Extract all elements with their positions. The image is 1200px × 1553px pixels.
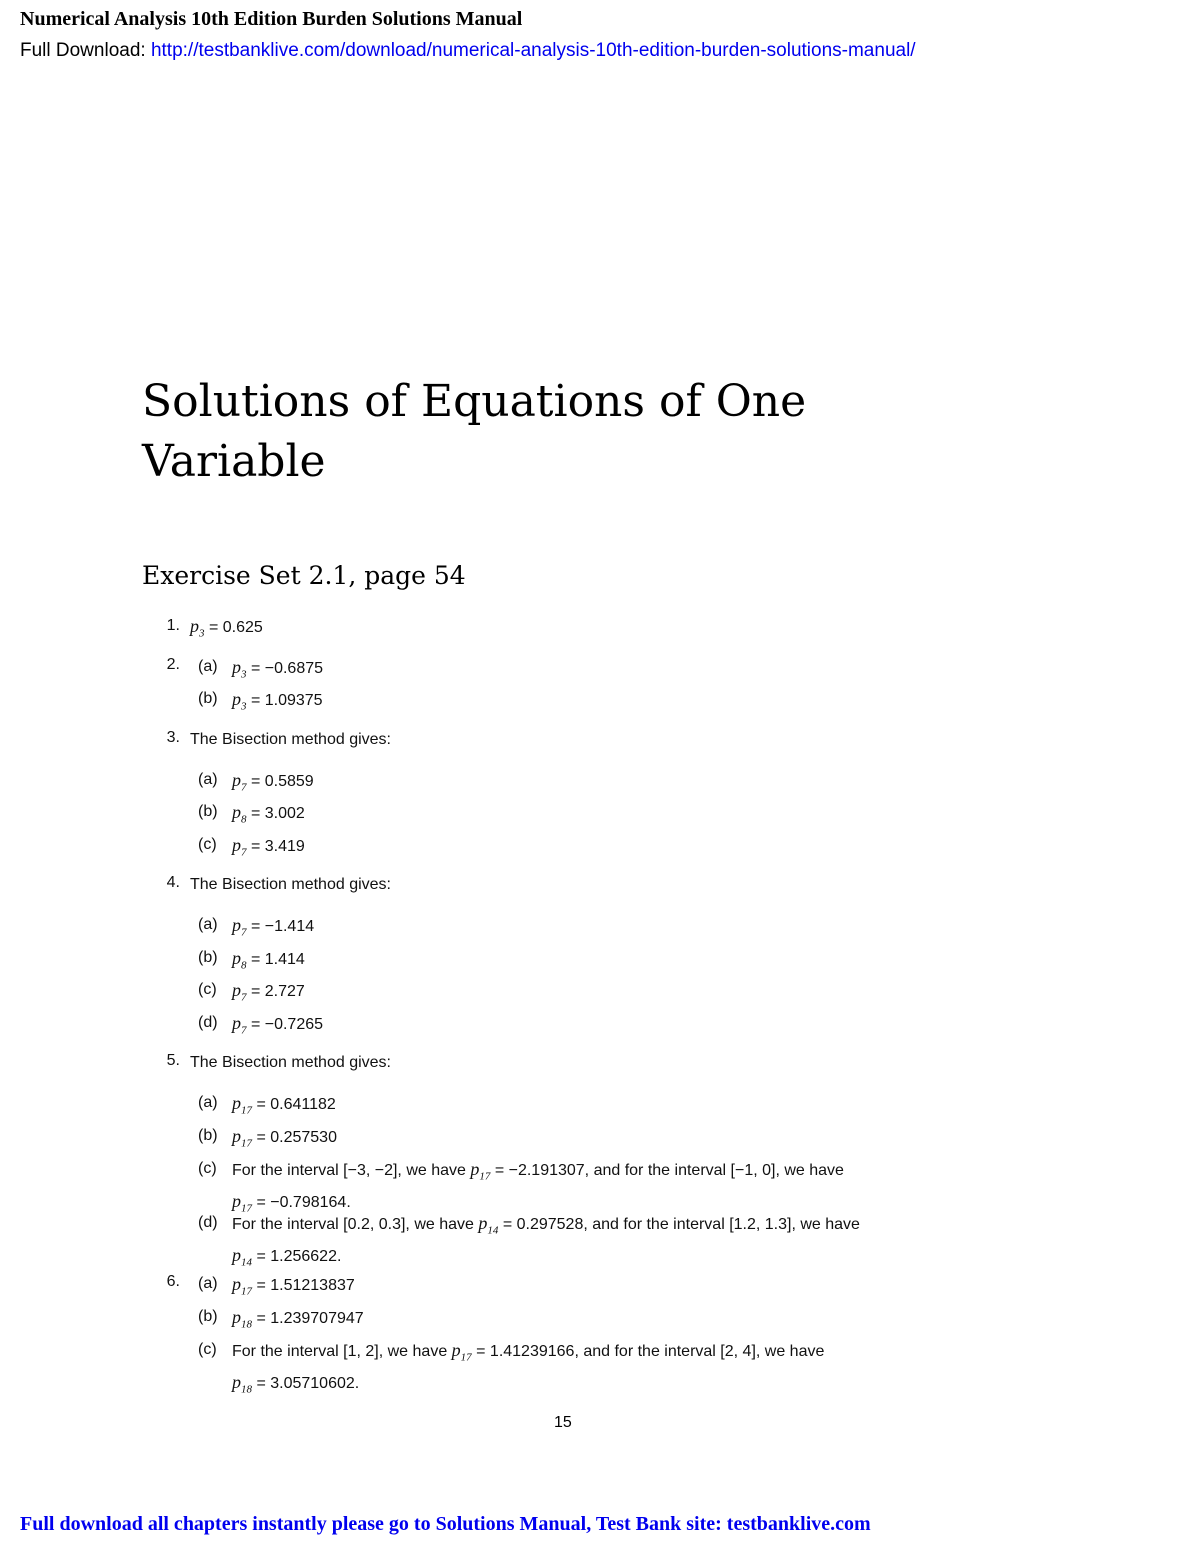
chapter-title <box>142 372 806 492</box>
sub-answer: (d) For the interval [0.2, 0.3], we have $p_{14} = 0.297528$, and for the interval [1.2, 1.3], we have $p_{14} = 1.256622$. <box>198 1213 860 1269</box>
sub-answer: (b) $p_{17} = 0.257530$ <box>198 1125 337 1150</box>
section-title: Exercise Set 2.1, page 54 <box>142 561 466 590</box>
exercise-item: 3. The Bisection method gives: (a) $p_7 = 0.5859$ (b) $p_8 = 3.002$ (c) $p_7 = 3.419$ <box>150 729 990 867</box>
sub-answer: (a) $p_7 = -1.414$ <box>198 915 315 939</box>
sub-answer: (c) $p_7 = 3.419$ <box>198 834 305 859</box>
exercise-item: 5. The Bisection method gives: (a) $p_{17} = 0.641182$ (b) $p_{17} = 0.257530$ (c) For the interval [−3, −2], we have $p_{17} = -2.191307$, and for the interval [−1, 0], we have $p_{17} = -0.798164$. (d) For the interval [0.2, 0.3], we have $p_{14} = 0.297528$, and for the interval [1.2, 1.3], we have $p_{14} = 1.256622$. <box>150 1052 990 1265</box>
sub-answer: (b) $p_{18} = 1.239707947$ <box>198 1306 364 1331</box>
sub-answer: (c) For the interval [−3, −2], we have $p_{17} = -2.191307$, and for the interval [−1, 0], we have $p_{17} = -0.798164$. <box>198 1159 844 1215</box>
sub-answer: (c) $p_7 = 2.727$ <box>198 980 305 1004</box>
download-line <box>20 40 916 62</box>
sub-answer: (a) $p_{17} = 0.641182$ <box>198 1093 336 1117</box>
download-label: Full Download: <box>20 40 151 61</box>
exercise-item: 2. (a) $p_3 = -0.6875$ (b) $p_3 = 1.09375$ <box>150 656 990 721</box>
page-number: 15 <box>554 1414 572 1431</box>
sub-answer: (d) $p_7 = -0.7265$ <box>198 1012 324 1037</box>
chapter-title-line-1: Solutions of Equations of One <box>142 376 807 427</box>
sub-answer: (b) $p_8 = 1.414$ <box>198 947 305 972</box>
sub-answer: (a) $p_7 = 0.5859$ <box>198 769 314 794</box>
exercise-item: 6. (a) $p_{17} = 1.51213837$ (b) $p_{18} = 1.239707947$ (c) For the interval [1, 2], we have $p_{17} = 1.41239166$, and for the interval [2, 4], we have $p_{18} = 3.05710602$. <box>150 1273 990 1392</box>
sub-answer: (c) For the interval [1, 2], we have $p_{17} = 1.41239166$, and for the interval [2, 4], we have $p_{18} = 3.05710602$. <box>198 1340 825 1396</box>
sub-answer: (b) $p_8 = 3.002$ <box>198 802 305 826</box>
download-link[interactable]: http://testbanklive.com/download/numerical-analysis-10th-edition-burden-solutions-manual/ <box>150 40 916 61</box>
exercise-item: 1. $p_3 = 0.625$ <box>166 616 263 640</box>
chapter-title-line-2: Variable <box>142 436 326 487</box>
footer-download-banner[interactable]: Full download all chapters instantly please go to Solutions Manual, Test Bank site: testbanklive.com <box>20 1513 871 1535</box>
exercise-item: 4. The Bisection method gives: (a) $p_7 = -1.414$ (b) $p_8 = 1.414$ (c) $p_7 = 2.727$ (d) $p_7 = -0.7265$ <box>150 874 990 1044</box>
document-header-title: Numerical Analysis 10th Edition Burden Solutions Manual <box>20 8 523 30</box>
exercise-list <box>150 615 990 1396</box>
sub-answer: (b) $p_3 = 1.09375$ <box>198 689 323 713</box>
sub-answer: (a) $p_3 = -0.6875$ <box>198 656 324 681</box>
sub-answer: (a) $p_{17} = 1.51213837$ <box>198 1274 355 1298</box>
